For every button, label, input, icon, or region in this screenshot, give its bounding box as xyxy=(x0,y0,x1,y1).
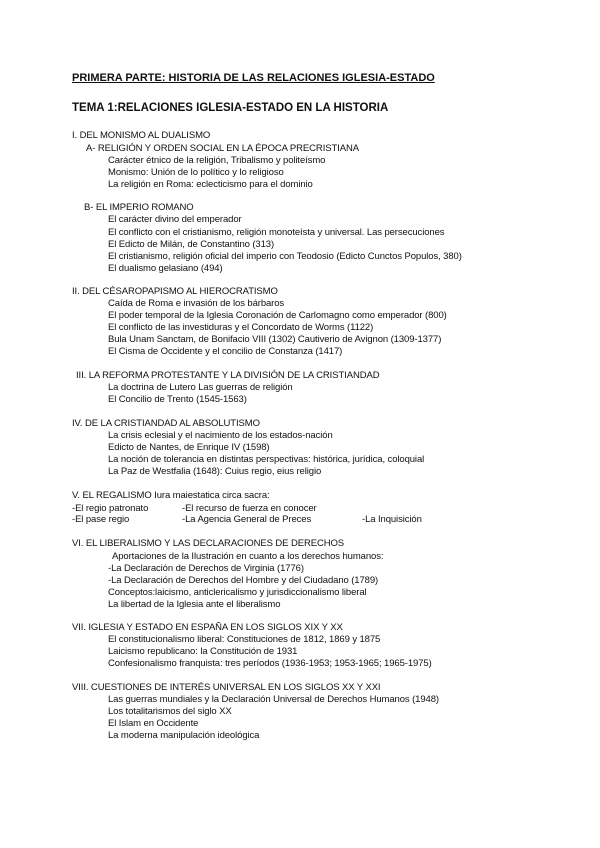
list-item: La Paz de Westfalia (1648): Cuius regio, eius religio xyxy=(108,466,322,477)
list-item: El cristianismo, religión oficial del imperio con Teodosio (Edicto Cunctos Populos, 380) xyxy=(108,251,462,262)
section-heading: VIII. CUESTIONES DE INTERÉS UNIVERSAL EN LOS SIGLOS XX Y XXI xyxy=(72,682,381,693)
subsection-heading: A- RELIGIÓN Y ORDEN SOCIAL EN LA ÉPOCA PRECRISTIANA xyxy=(86,143,359,154)
tema-heading: TEMA 1:RELACIONES IGLESIA-ESTADO EN LA HISTORIA xyxy=(72,102,389,114)
list-item: El carácter divino del emperador xyxy=(108,214,242,225)
list-item: El conflicto con el cristianismo, religión monoteísta y universal. Las persecuciones xyxy=(108,227,445,238)
section-heading: V. EL REGALISMO Iura maiestatica circa sacra: xyxy=(72,490,270,501)
list-item: El Edicto de Milán, de Constantino (313) xyxy=(108,239,275,250)
list-item: El Cisma de Occidente y el concilio de Constanza (1417) xyxy=(108,346,343,357)
section-heading: VII. IGLESIA Y ESTADO EN ESPAÑA EN LOS SIGLOS XIX Y XX xyxy=(72,622,343,633)
section-heading: III. LA REFORMA PROTESTANTE Y LA DIVISIÓN DE LA CRISTIANDAD xyxy=(76,370,380,381)
list-item: -El recurso de fuerza en conocer xyxy=(182,503,317,514)
list-item: La crisis eclesial y el nacimiento de los estados-nación xyxy=(108,430,333,441)
list-item: Las guerras mundiales y la Declaración Universal de Derechos Humanos (1948) xyxy=(108,694,439,705)
list-item: El Islam en Occidente xyxy=(108,718,199,729)
list-item: Carácter étnico de la religión, Tribalismo y politeísmo xyxy=(108,155,326,166)
list-item: -La Declaración de Derechos de Virginia (1776) xyxy=(108,563,304,574)
list-item: -El pase regio xyxy=(72,514,130,525)
list-item: -La Agencia General de Preces xyxy=(182,514,312,525)
document-title: PRIMERA PARTE: HISTORIA DE LAS RELACIONES IGLESIA-ESTADO xyxy=(72,72,435,84)
subsection-heading: B- EL IMPERIO ROMANO xyxy=(84,202,194,213)
list-item: Edicto de Nantes, de Enrique IV (1598) xyxy=(108,442,270,453)
list-item: Los totalitarismos del siglo XX xyxy=(108,706,232,717)
list-item: El conflicto de las investiduras y el Concordato de Worms (1122) xyxy=(108,322,374,333)
list-item: Confesionalismo franquista: tres períodos (1936-1953; 1953-1965; 1965-1975) xyxy=(108,658,432,669)
section-intro: Aportaciones de la Ilustración en cuanto a los derechos humanos: xyxy=(112,551,384,562)
section-heading: II. DEL CÉSAROPAPISMO AL HIEROCRATISMO xyxy=(72,286,278,297)
section-heading: VI. EL LIBERALISMO Y LAS DECLARACIONES DE DERECHOS xyxy=(72,538,344,549)
list-item: La religión en Roma: eclecticismo para el dominio xyxy=(108,179,313,190)
list-item: La noción de tolerancia en distintas perspectivas: histórica, jurídica, coloquial xyxy=(108,454,425,465)
list-item: La moderna manipulación ideológica xyxy=(108,730,260,741)
section-heading: I. DEL MONISMO AL DUALISMO xyxy=(72,130,211,141)
list-item: Bula Unam Sanctam, de Bonifacio VIII (1302) Cautiverio de Avignon (1309-1377) xyxy=(108,334,442,345)
list-item: El dualismo gelasiano (494) xyxy=(108,263,223,274)
list-item: El poder temporal de la Iglesia Coronación de Carlomagno como emperador (800) xyxy=(108,310,447,321)
list-item: El constitucionalismo liberal: Constituciones de 1812, 1869 y 1875 xyxy=(108,634,381,645)
list-item: El Concilio de Trento (1545-1563) xyxy=(108,394,247,405)
list-item: Conceptos:laicismo, anticlericalismo y jurisdiccionalismo liberal xyxy=(108,587,367,598)
section-heading: IV. DE LA CRISTIANDAD AL ABSOLUTISMO xyxy=(72,418,260,429)
list-item: La libertad de la Iglesia ante el liberalismo xyxy=(108,599,281,610)
list-item: -La Inquisición xyxy=(362,514,422,525)
list-item: Monismo: Unión de lo político y lo religioso xyxy=(108,167,284,178)
list-item: Laicismo republicano: la Constitución de 1931 xyxy=(108,646,298,657)
list-item: La doctrina de Lutero Las guerras de religión xyxy=(108,382,293,393)
list-item: Caída de Roma e invasión de los bárbaros xyxy=(108,298,285,309)
list-item: -El regio patronato xyxy=(72,503,149,514)
list-item: -La Declaración de Derechos del Hombre y del Ciudadano (1789) xyxy=(108,575,379,586)
